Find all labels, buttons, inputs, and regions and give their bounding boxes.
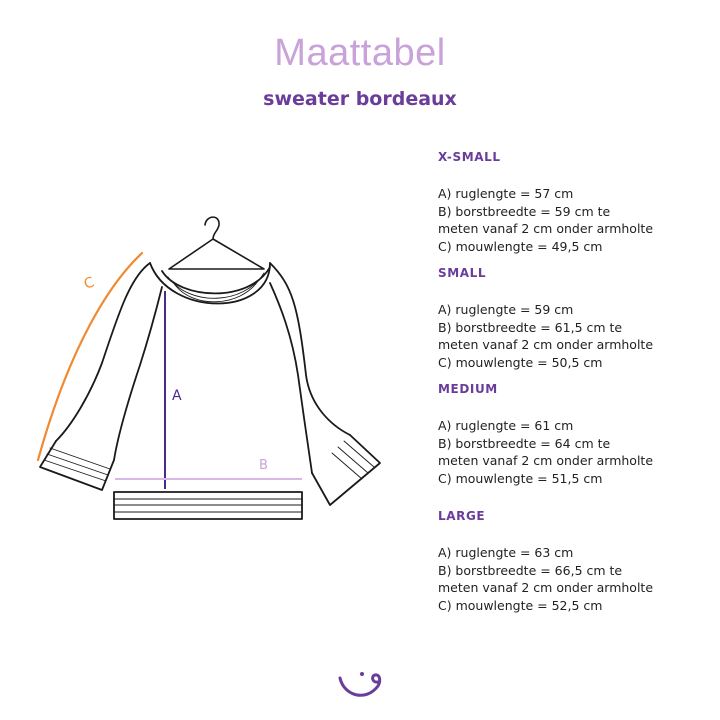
size-line: A) ruglengte = 63 cm <box>438 545 574 560</box>
size-name: SMALL <box>438 266 487 280</box>
size-name: LARGE <box>438 509 486 523</box>
size-line: C) mouwlengte = 52,5 cm <box>438 597 603 613</box>
hanger-icon <box>169 217 264 269</box>
size-line: A) ruglengte = 61 cm <box>438 418 574 433</box>
size-block-medium <box>438 382 718 487</box>
size-line: C) mouwlengte = 49,5 cm <box>438 238 603 254</box>
size-line: meten vanaf 2 cm onder armholte <box>438 453 654 468</box>
page-subtitle: sweater bordeaux <box>263 88 457 110</box>
page-title: Maattabel <box>274 32 446 74</box>
size-line: A) ruglengte = 57 cm <box>438 186 574 201</box>
size-block-large <box>438 509 718 614</box>
label-c: C <box>81 274 97 293</box>
size-line: meten vanaf 2 cm onder armholte <box>438 221 654 236</box>
size-line: B) borstbreedte = 61,5 cm te <box>438 319 623 335</box>
sweater-diagram <box>30 205 400 535</box>
size-name: MEDIUM <box>438 382 498 396</box>
size-line: C) mouwlengte = 51,5 cm <box>438 470 603 486</box>
label-a: A <box>172 388 182 404</box>
size-line: B) borstbreedte = 59 cm te <box>438 203 611 219</box>
size-block-xsmall <box>438 150 718 255</box>
size-name: X-SMALL <box>438 150 501 164</box>
size-line: B) borstbreedte = 64 cm te <box>438 435 611 451</box>
size-line: C) mouwlengte = 50,5 cm <box>438 354 603 370</box>
sweater-outline <box>40 263 380 519</box>
size-line: meten vanaf 2 cm onder armholte <box>438 337 654 352</box>
size-block-small <box>438 266 718 371</box>
smile-logo-icon <box>336 668 388 704</box>
size-line: meten vanaf 2 cm onder armholte <box>438 580 654 595</box>
size-line: B) borstbreedte = 66,5 cm te <box>438 562 623 578</box>
label-b: B <box>259 458 268 473</box>
size-line: A) ruglengte = 59 cm <box>438 302 574 317</box>
